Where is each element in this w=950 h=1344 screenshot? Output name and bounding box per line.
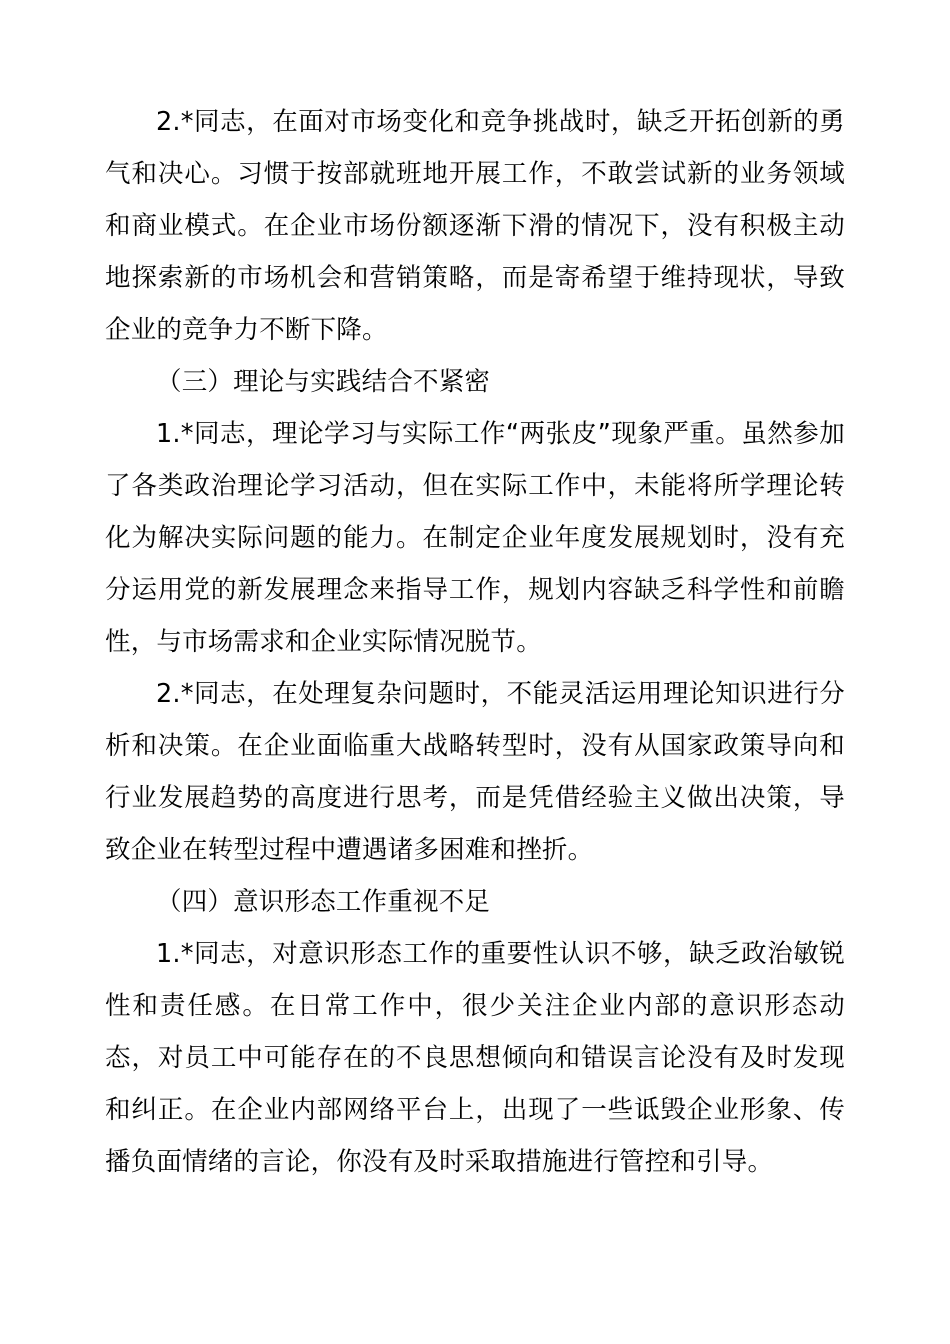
paragraph-text: 1.*同志，对意识形态工作的重要性认识不够，缺乏政治敏锐性和责任感。在日常工作中，很少关注企业内部的意识形态动态，对员工中可能存在的不良思想倾向和错误言论没有及时发现和纠正。在企业内部网络平台上，出现了一些诋毁企业形象、传播负面情绪的言论，你没有及时采取措施进行管控和引导。	[105, 939, 845, 1177]
section-heading-block	[105, 876, 845, 928]
paragraph-text: 2.*同志，在面对市场变化和竞争挑战时，缺乏开拓创新的勇气和决心。习惯于按部就班地开展工作，不敢尝试新的业务领域和商业模式。在企业市场份额逐渐下滑的情况下，没有积极主动地探索新的市场机会和营销策略，而是寄希望于维持现状，导致企业的竞争力不断下降。	[105, 107, 845, 345]
paragraph-text: 2.*同志，在处理复杂问题时，不能灵活运用理论知识进行分析和决策。在企业面临重大战略转型时，没有从国家政策导向和行业发展趋势的高度进行思考，而是凭借经验主义做出决策，导致企业在转型过程中遭遇诸多困难和挫折。	[105, 679, 845, 865]
section-heading-san: （三）理论与实践结合不紧密	[156, 367, 491, 397]
section-heading-si: （四）意识形态工作重视不足	[156, 887, 491, 917]
paragraph-block	[105, 96, 845, 356]
section-heading-block	[105, 356, 845, 408]
paragraph-block	[105, 668, 845, 876]
paragraph-block	[105, 408, 845, 668]
paragraph-text: 1.*同志，理论学习与实际工作“两张皮”现象严重。虽然参加了各类政治理论学习活动，但在实际工作中，未能将所学理论转化为解决实际问题的能力。在制定企业年度发展规划时，没有充分运用党的新发展理念来指导工作，规划内容缺乏科学性和前瞻性，与市场需求和企业实际情况脱节。	[105, 419, 845, 657]
document-body	[105, 96, 845, 1188]
paragraph-block	[105, 928, 845, 1188]
